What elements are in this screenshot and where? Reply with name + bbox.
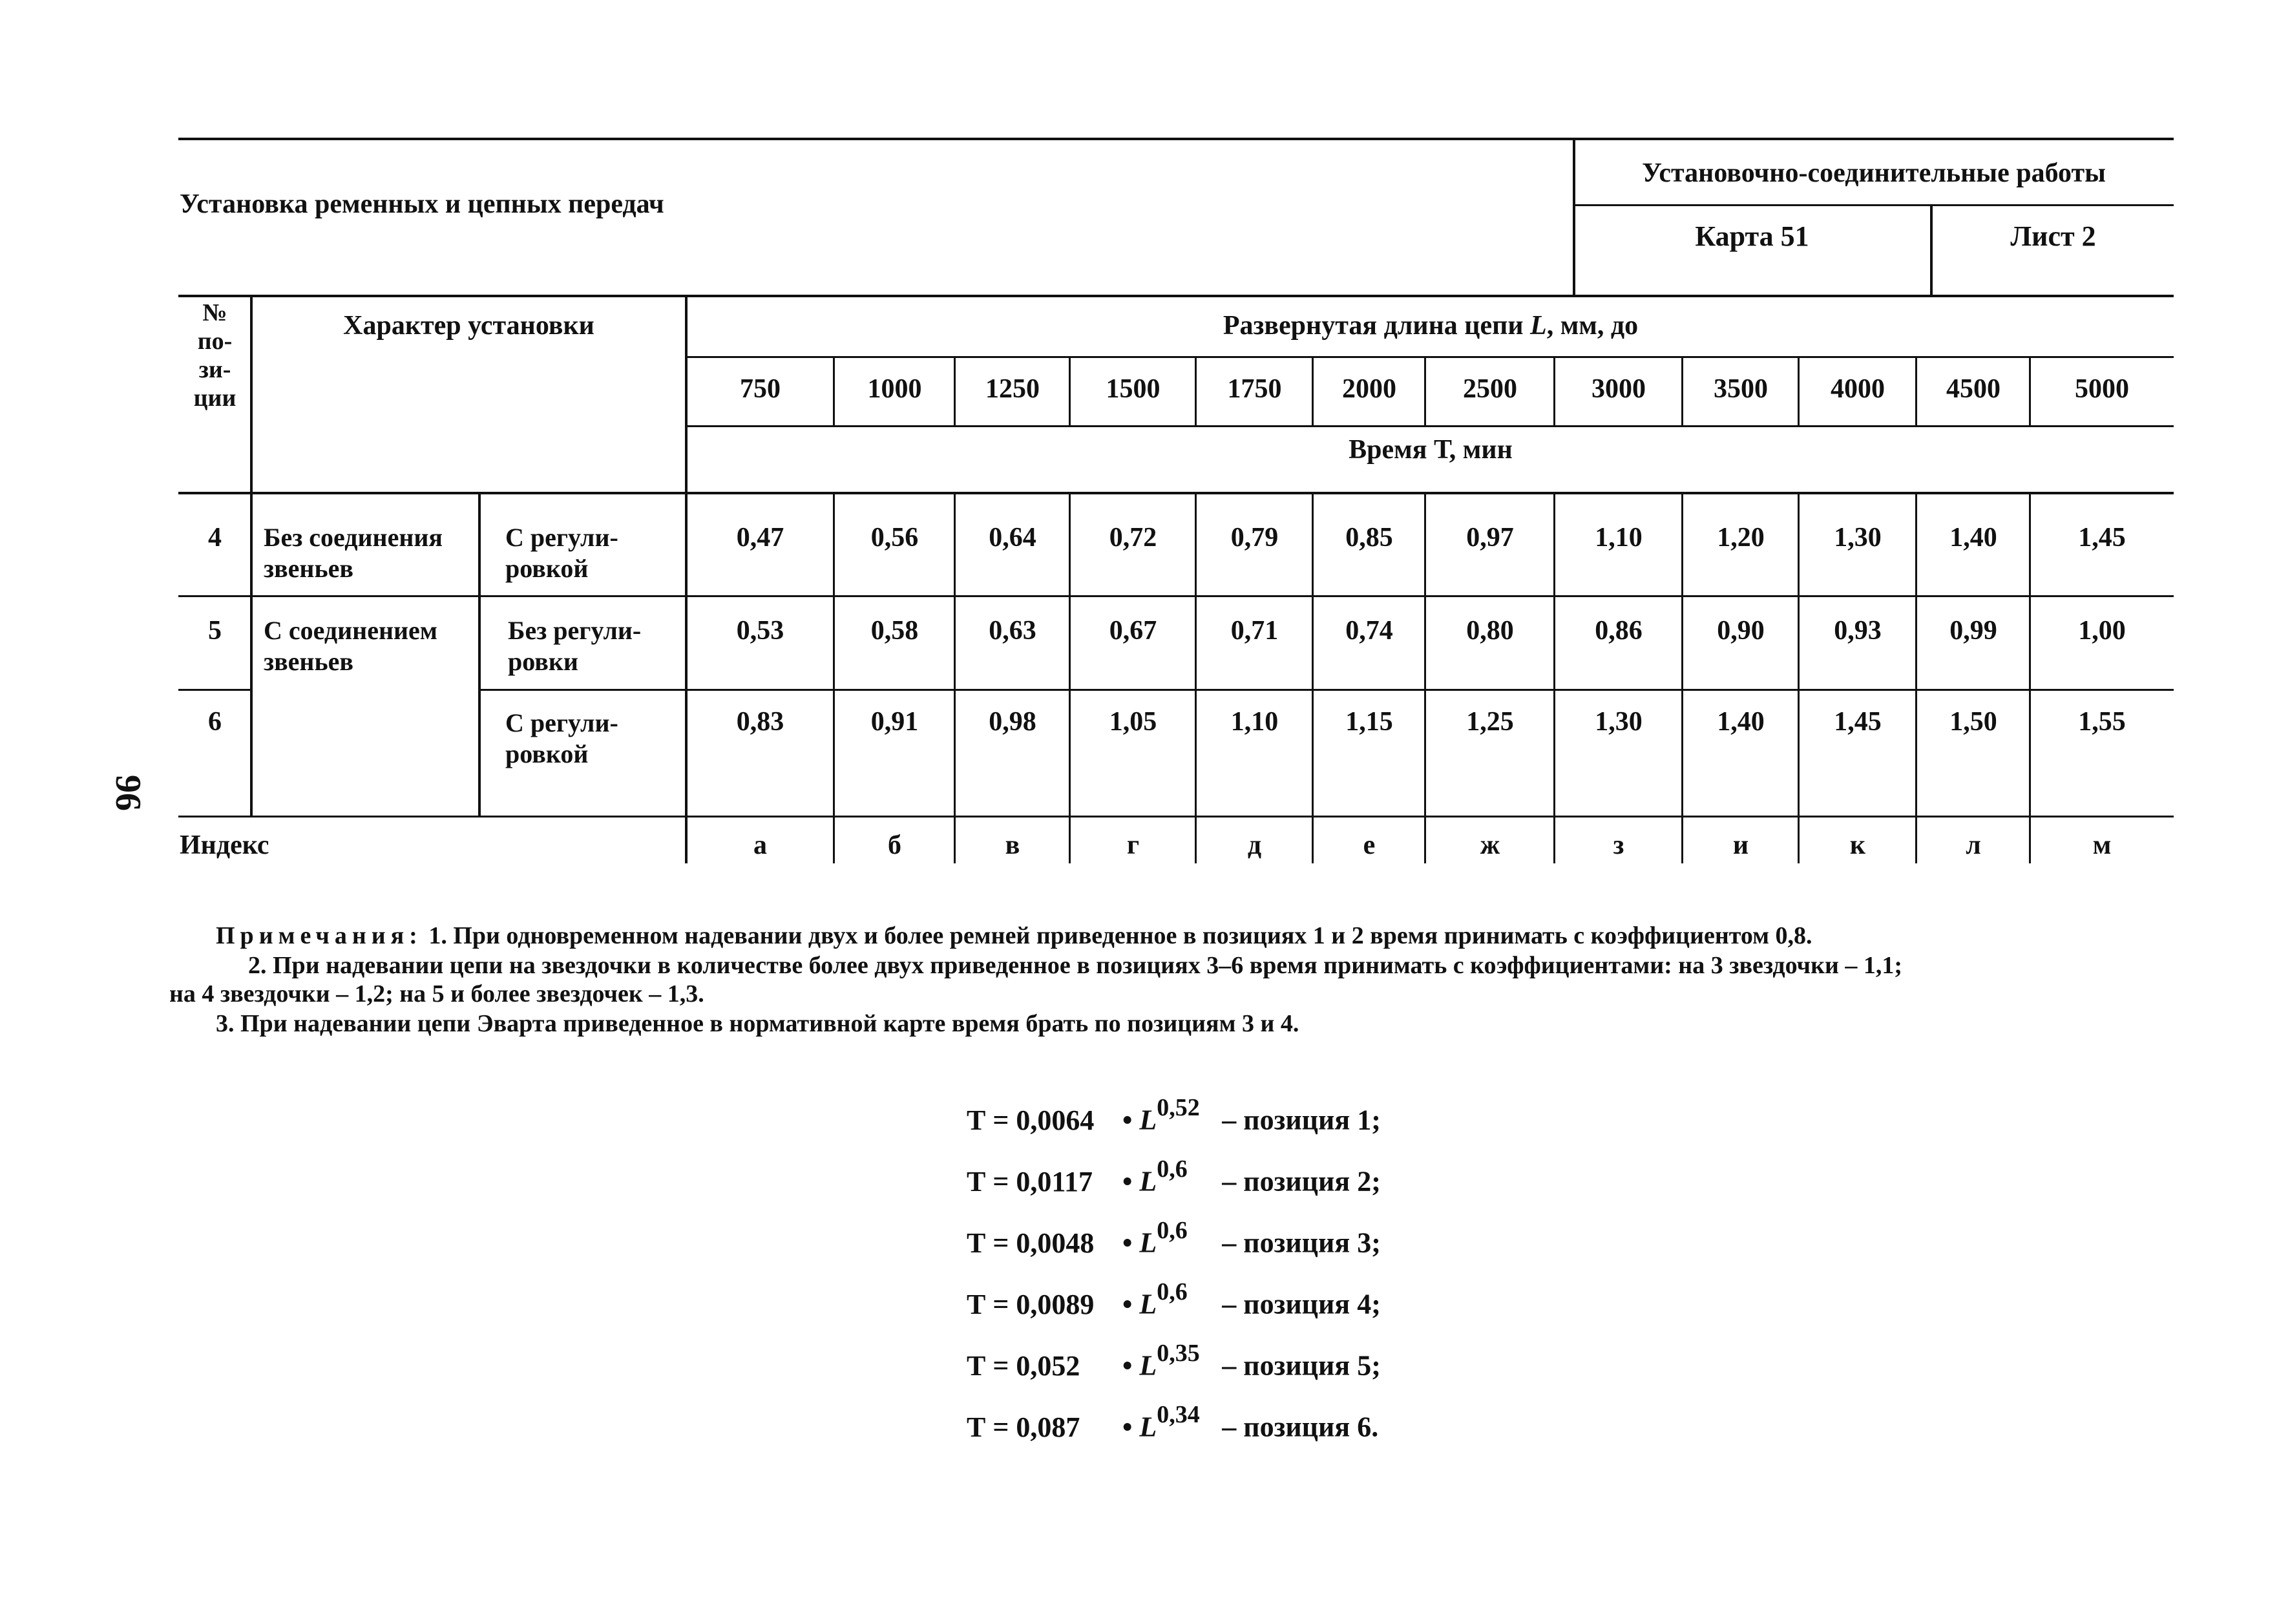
- length-label: 1750: [1227, 374, 1282, 404]
- row-type-line: С соединением: [264, 616, 438, 645]
- formula-exponent: 0,6: [1157, 1217, 1188, 1244]
- formula-lhs: Т = 0,0048: [967, 1227, 1095, 1259]
- time-value: 0,58: [870, 616, 919, 646]
- row-mode-line: Без регули-: [508, 616, 642, 645]
- note-1-text: 1. При одновременном надевании двух и более ремней приведенное в позициях 1 и 2 время принимать с коэффициентом 0,8.: [422, 922, 1812, 949]
- row-pos: 5: [208, 616, 222, 646]
- formula-lhs: Т = 0,0089: [967, 1288, 1095, 1320]
- formula-var: L: [1139, 1288, 1157, 1320]
- time-value: 0,72: [1109, 523, 1157, 553]
- time-value: 1,20: [1717, 523, 1765, 553]
- time-value: 0,80: [1466, 616, 1514, 646]
- formula-var: L: [1139, 1227, 1157, 1259]
- note-2-line-2: на 4 звездочки – 1,2; на 5 и более звездочек – 1,3.: [169, 980, 704, 1007]
- row-type: [264, 615, 437, 677]
- page-number: 96: [108, 775, 148, 811]
- formula-suffix: – позиция 5;: [1215, 1349, 1381, 1382]
- header-sheet: Лист 2: [2010, 220, 2096, 252]
- time-value: 1,00: [2078, 616, 2126, 646]
- formula-exponent: 0,34: [1157, 1401, 1200, 1428]
- formula-var: L: [1139, 1411, 1157, 1443]
- length-label: 2500: [1463, 374, 1517, 404]
- formula-exponent: 0,6: [1157, 1278, 1188, 1305]
- formula-var: L: [1139, 1104, 1157, 1136]
- header-title: Установка ременных и цепных передач: [180, 189, 664, 219]
- index-letter: и: [1732, 830, 1749, 860]
- index-letter: а: [753, 830, 767, 860]
- formula-line: [967, 1155, 1381, 1198]
- note-3: 3. При надевании цепи Эварта приведенное в нормативной карте время брать по позициям 3 и 4.: [216, 1010, 1299, 1037]
- length-header-var: L: [1530, 311, 1547, 341]
- length-header: [688, 310, 2174, 341]
- row-pos: 4: [208, 523, 222, 553]
- row-type-line: звеньев: [264, 554, 353, 583]
- row-mode-line: ровкой: [505, 739, 589, 768]
- time-value: 0,47: [736, 523, 784, 553]
- length-label: 3000: [1591, 374, 1646, 404]
- length-label: 1000: [867, 374, 922, 404]
- time-value: 0,90: [1717, 616, 1765, 646]
- col-pos-header-line: №: [202, 299, 227, 326]
- length-label: 4000: [1831, 374, 1885, 404]
- time-value: 0,74: [1345, 616, 1393, 646]
- formula-suffix: – позиция 6.: [1215, 1411, 1379, 1443]
- index-label: Индекс: [180, 830, 269, 860]
- time-value: 1,30: [1595, 707, 1643, 737]
- multiply-dot-icon: •: [1115, 1411, 1140, 1443]
- length-label: 1500: [1106, 374, 1161, 404]
- header-top-rule: [178, 138, 2174, 140]
- formula-exponent: 0,35: [1157, 1340, 1200, 1367]
- formula-suffix: – позиция 2;: [1215, 1165, 1381, 1197]
- time-value: 1,25: [1466, 707, 1514, 737]
- header-mid-rule: [1574, 204, 2174, 206]
- index-letter: ж: [1480, 830, 1500, 860]
- row-mode-line: ровки: [508, 647, 578, 676]
- table-time-rule: [686, 425, 2174, 427]
- time-value: 0,71: [1230, 616, 1279, 646]
- time-value: 0,67: [1109, 616, 1157, 646]
- time-value: 1,05: [1109, 707, 1157, 737]
- time-value: 1,40: [1717, 707, 1765, 737]
- time-value: 1,40: [1949, 523, 1997, 553]
- formula-suffix: – позиция 1;: [1215, 1104, 1381, 1136]
- time-value: 0,79: [1230, 523, 1279, 553]
- row-mode-line: С регули-: [505, 523, 618, 552]
- table-row5-rule-a: [178, 689, 251, 691]
- time-value: 1,10: [1230, 707, 1279, 737]
- row-mode: [505, 708, 618, 770]
- formula-var: L: [1139, 1165, 1157, 1197]
- col-pos-header: [180, 299, 250, 412]
- formula-line: [967, 1401, 1379, 1444]
- formula-var: L: [1139, 1349, 1157, 1382]
- row-type-line: звеньев: [264, 647, 353, 676]
- length-label: 4500: [1946, 374, 2001, 404]
- notes-label: Примечания:: [216, 922, 423, 949]
- multiply-dot-icon: •: [1115, 1349, 1140, 1382]
- row-pos: 6: [208, 707, 222, 737]
- time-value: 1,55: [2078, 707, 2126, 737]
- length-label: 1250: [985, 374, 1040, 404]
- multiply-dot-icon: •: [1115, 1227, 1140, 1259]
- col-pos-header-line: зи-: [198, 356, 231, 383]
- formula-exponent: 0,6: [1157, 1155, 1188, 1183]
- length-label: 3500: [1714, 374, 1768, 404]
- note-1: [216, 922, 1812, 950]
- col-pos-rule: [250, 296, 253, 817]
- formula-lhs: Т = 0,0064: [967, 1104, 1095, 1136]
- time-value: 0,63: [989, 616, 1036, 646]
- length-label: 750: [740, 374, 781, 404]
- length-label: 5000: [2075, 374, 2129, 404]
- formula-line: [967, 1094, 1381, 1137]
- col-mode-rule: [478, 493, 481, 817]
- multiply-dot-icon: •: [1115, 1104, 1140, 1136]
- table-length-rule: [686, 356, 2174, 358]
- formula-line: [967, 1278, 1381, 1321]
- time-value: 0,53: [736, 616, 784, 646]
- row-mode-line: С регули-: [505, 708, 618, 737]
- time-value: 0,85: [1345, 523, 1393, 553]
- time-value: 1,10: [1595, 523, 1643, 553]
- length-header-unit: , мм, до: [1546, 311, 1639, 341]
- row-mode: [505, 522, 618, 584]
- formula-line: [967, 1340, 1381, 1382]
- length-header-text: Развернутая длина цепи: [1223, 311, 1531, 341]
- index-letter: к: [1849, 830, 1866, 860]
- header-card: Карта 51: [1695, 220, 1809, 252]
- time-value: 0,98: [989, 707, 1036, 737]
- time-value: 1,30: [1834, 523, 1882, 553]
- formula-suffix: – позиция 3;: [1215, 1227, 1381, 1259]
- time-value: 1,50: [1949, 707, 1997, 737]
- index-letter: г: [1126, 830, 1140, 860]
- time-value: 0,93: [1834, 616, 1882, 646]
- index-letter: л: [1966, 830, 1981, 860]
- index-letter: з: [1613, 830, 1624, 860]
- time-value: 1,15: [1345, 707, 1393, 737]
- index-letter: д: [1247, 830, 1262, 860]
- multiply-dot-icon: •: [1115, 1165, 1140, 1197]
- header-section: Установочно-соединительные работы: [1642, 158, 2106, 188]
- time-value: 1,45: [1834, 707, 1882, 737]
- col-pos-header-line: ции: [193, 385, 236, 412]
- time-value: 0,56: [870, 523, 919, 553]
- row-mode: [508, 615, 641, 677]
- index-letter: м: [2092, 830, 2112, 860]
- note-2-line-1: 2. При надевании цепи на звездочки в количестве более двух приведенное в позициях 3–6 время принимать с коэффициентами: на 3 звездочки – 1,1;: [248, 952, 1903, 979]
- col-pos-header-line: по-: [197, 328, 233, 355]
- time-value: 0,83: [736, 707, 784, 737]
- col-char-header: Характер установки: [343, 311, 594, 341]
- time-value: 0,64: [989, 523, 1036, 553]
- formula-lhs: Т = 0,052: [967, 1349, 1080, 1382]
- formula-lhs: Т = 0,0117: [967, 1165, 1093, 1197]
- row-type-line: Без соединения: [264, 523, 443, 552]
- row-type: [264, 522, 443, 584]
- multiply-dot-icon: •: [1115, 1288, 1140, 1320]
- index-letter: в: [1005, 830, 1020, 860]
- length-label: 2000: [1342, 374, 1396, 404]
- index-letter: б: [888, 830, 901, 860]
- formula-suffix: – позиция 4;: [1215, 1288, 1381, 1320]
- time-value: 0,99: [1949, 616, 1997, 646]
- table-top-rule: [178, 295, 2174, 297]
- table-row5-rule-b: [479, 689, 2174, 691]
- time-value: 0,86: [1595, 616, 1643, 646]
- formula-line: [967, 1217, 1381, 1260]
- time-header: Время Т, мин: [1349, 435, 1513, 465]
- formula-lhs: Т = 0,087: [967, 1411, 1080, 1443]
- time-value: 0,91: [870, 707, 919, 737]
- time-value: 1,45: [2078, 523, 2126, 553]
- formula-exponent: 0,52: [1157, 1094, 1200, 1121]
- row-mode-line: ровкой: [505, 554, 589, 583]
- index-letter: е: [1363, 830, 1376, 860]
- time-value: 0,97: [1466, 523, 1514, 553]
